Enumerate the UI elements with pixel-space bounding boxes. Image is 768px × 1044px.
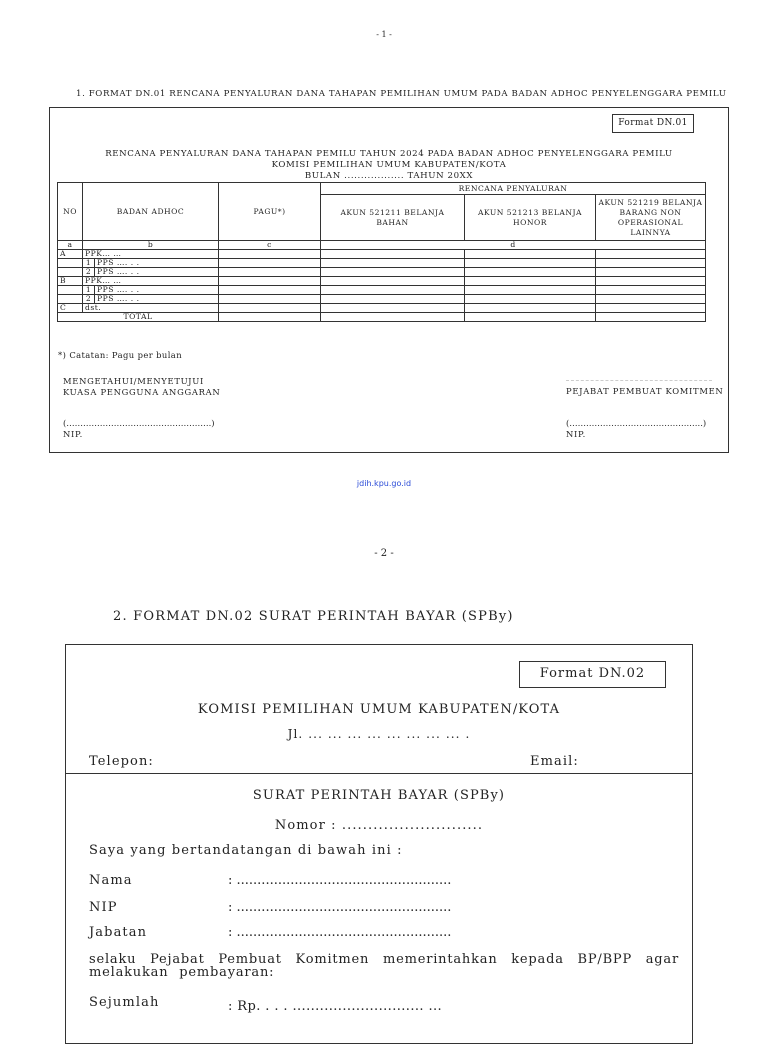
instruction-text: selaku Pejabat Pembuat Komitmen memerintahkan kepada BP/BPP agar melakukan pembayaran: [89, 952, 679, 980]
org-title: KOMISI PEMILIHAN UMUM KABUPATEN/KOTA [197, 702, 561, 717]
index-d: d [321, 241, 706, 250]
divider [566, 380, 712, 381]
page-number-2: - 2 - [374, 548, 394, 559]
header-badan-adhoc: BADAN ADHOC [83, 183, 219, 241]
form-title-line3: BULAN .................. TAHUN 20XX [304, 171, 474, 181]
total-label: TOTAL [58, 313, 219, 322]
row-label: PPS …. . . [95, 286, 219, 295]
left-signature-title-2: KUASA PENGGUNA ANGGARAN [63, 387, 221, 397]
header-rencana-penyaluran: RENCANA PENYALURAN [321, 183, 706, 195]
distribution-plan-table [57, 182, 706, 322]
format-label-dn01: Format DN.01 [612, 114, 694, 133]
row-no: A [58, 250, 83, 259]
left-signature-nip: NIP. [63, 429, 84, 439]
page-number-1: - 1 - [376, 30, 392, 39]
row-sub: 1 [83, 286, 95, 295]
table-row [58, 286, 706, 295]
nip-value: : .................................................... [228, 900, 452, 915]
footer-link[interactable]: jdih.kpu.go.id [356, 479, 412, 488]
jabatan-label: Jabatan [89, 925, 148, 940]
table-row [58, 295, 706, 304]
doc-title: SURAT PERINTAH BAYAR (SPBy) [252, 788, 506, 803]
right-signature-nip: NIP. [566, 429, 587, 439]
row-label: PPS …. . . [95, 295, 219, 304]
row-no: B [58, 277, 83, 286]
form-title-line1: RENCANA PENYALURAN DANA TAHAPAN PEMILU TAHUN 2024 PADA BADAN ADHOC PENYELENGGARA PEMILU [105, 149, 673, 159]
nama-label: Nama [89, 873, 133, 888]
row-sub: 2 [83, 268, 95, 277]
sejumlah-value: : Rp. . . . ............................. ... [228, 999, 443, 1014]
row-sub: 1 [83, 259, 95, 268]
sejumlah-label: Sejumlah [89, 995, 160, 1010]
row-label: PPS …. . . [95, 259, 219, 268]
row-sub: 2 [83, 295, 95, 304]
index-c: c [219, 241, 321, 250]
email-label: Email: [530, 754, 579, 769]
index-a: a [58, 241, 83, 250]
section-heading-dn01: 1. FORMAT DN.01 RENCANA PENYALURAN DANA TAHAPAN PEMILIHAN UMUM PADA BADAN ADHOC PENYELENGGARA PEMILU [76, 89, 727, 99]
table-row [58, 277, 706, 286]
table-row [58, 259, 706, 268]
left-signature-title-1: MENGETAHUI/MENYETUJUI [63, 376, 204, 386]
table-row [58, 268, 706, 277]
left-signature-name: (…………………………………………….) [63, 418, 215, 428]
table-row [58, 250, 706, 259]
row-label: PPK… … [83, 277, 219, 286]
total-row [58, 313, 706, 322]
section-heading-dn02: 2. FORMAT DN.02 SURAT PERINTAH BAYAR (SPBy) [113, 609, 514, 624]
divider [65, 773, 693, 774]
row-label: PPK… … [83, 250, 219, 259]
pagu-note: *) Catatan: Pagu per bulan [58, 350, 182, 360]
nama-value: : .................................................... [228, 873, 452, 888]
row-label: dst. [83, 304, 219, 313]
header-akun-521219: AKUN 521219 BELANJA BARANG NON OPERASIONAL LAINNYA [596, 195, 706, 241]
row-no: C [58, 304, 83, 313]
right-signature-name: (…………………………………….…..) [566, 418, 707, 428]
address: Jl. ... ... ... ... ... ... ... ... . [287, 727, 471, 741]
table-row [58, 304, 706, 313]
header-pagu: PAGU*) [219, 183, 321, 241]
index-b: b [83, 241, 219, 250]
telepon-label: Telepon: [89, 754, 154, 769]
nip-label: NIP [89, 900, 118, 915]
row-label: PPS …. . . [95, 268, 219, 277]
intro-text: Saya yang bertandatangan di bawah ini : [89, 843, 403, 858]
form-title-line2: KOMISI PEMILIHAN UMUM KABUPATEN/KOTA [271, 160, 507, 170]
header-no: NO [58, 183, 83, 241]
nomor-line: Nomor : ........................... [274, 818, 484, 833]
jabatan-value: : .................................................... [228, 925, 452, 940]
header-akun-521213: AKUN 521213 BELANJA HONOR [465, 195, 596, 241]
format-label-dn02: Format DN.02 [519, 661, 666, 688]
right-signature-title: PEJABAT PEMBUAT KOMITMEN [566, 386, 724, 396]
header-akun-521211: AKUN 521211 BELANJA BAHAN [321, 195, 465, 241]
